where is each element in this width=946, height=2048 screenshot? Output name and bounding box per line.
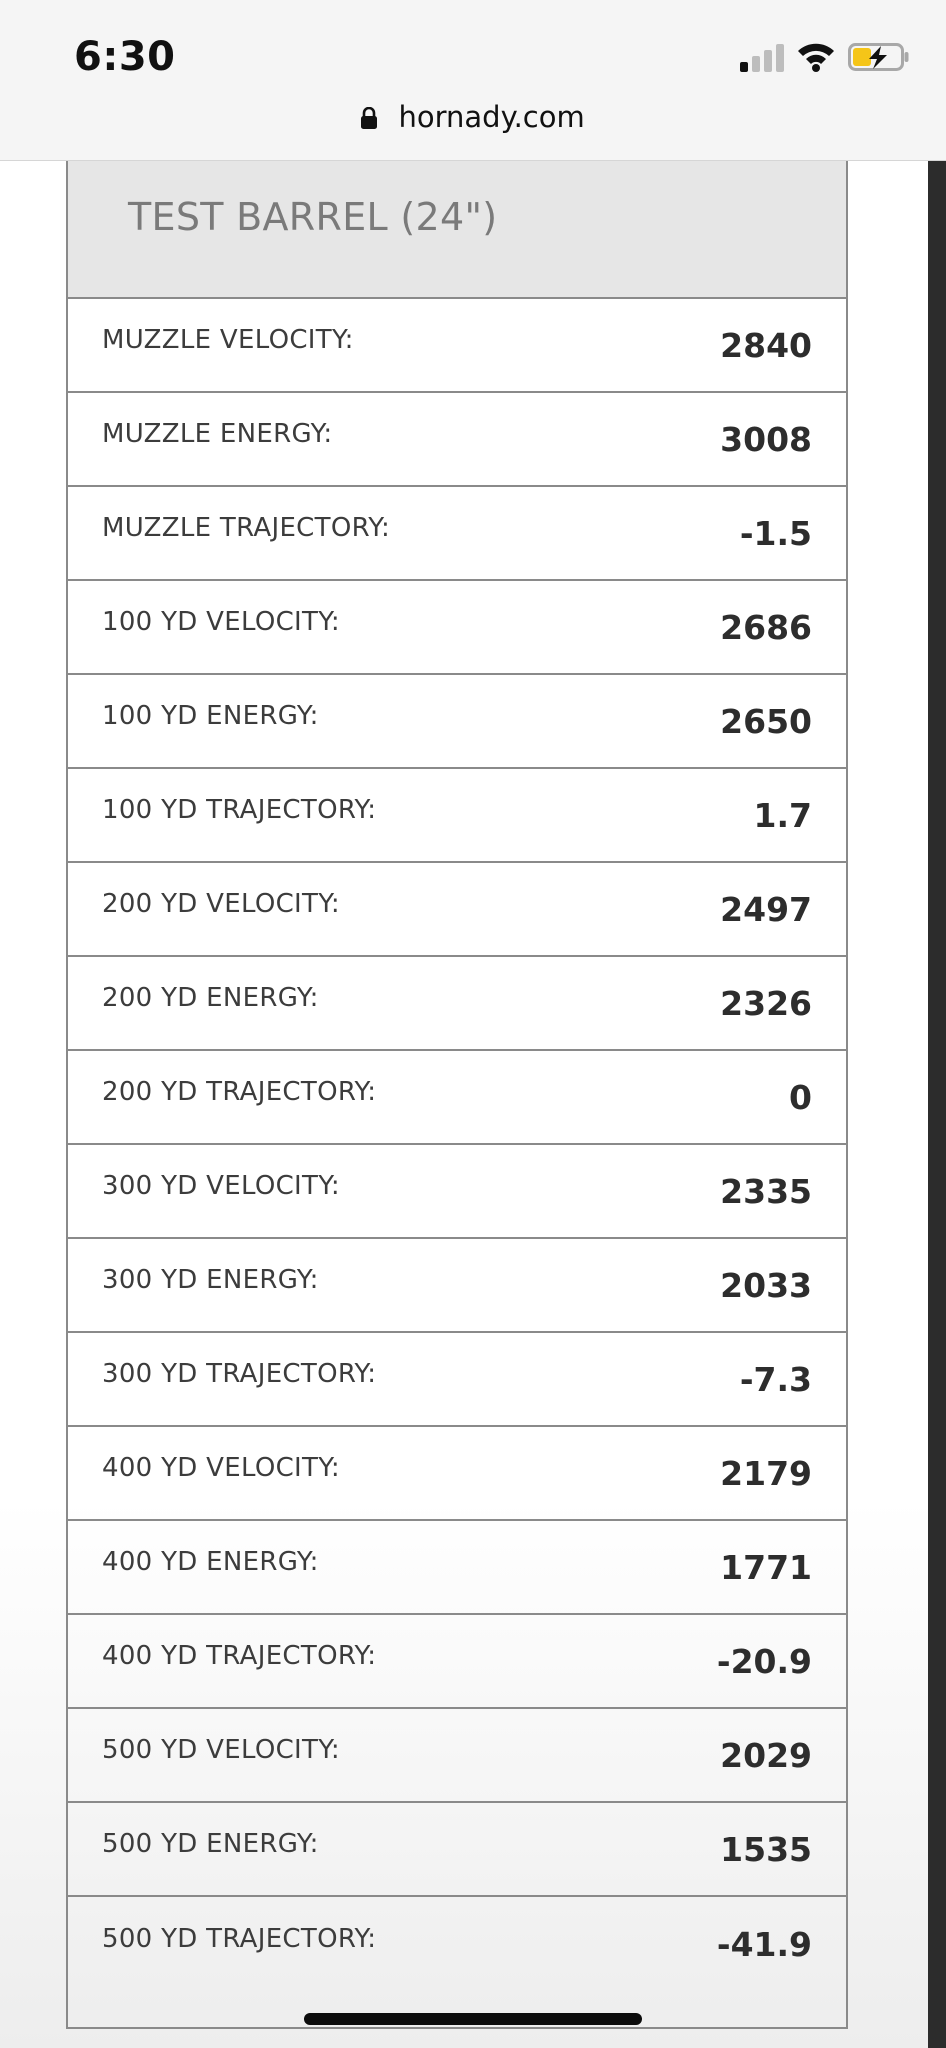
table-row	[68, 1615, 846, 1709]
row-label: MUZZLE TRAJECTORY:	[102, 513, 391, 543]
table-row	[68, 863, 846, 957]
table-row	[68, 393, 846, 487]
page-edge-shadow	[928, 161, 946, 2048]
table-row	[68, 1709, 846, 1803]
table-row	[68, 1239, 846, 1333]
row-label: MUZZLE ENERGY:	[102, 419, 333, 449]
table-row	[68, 1803, 846, 1897]
signal-icon	[740, 42, 786, 72]
row-label: 100 YD TRAJECTORY:	[102, 795, 377, 825]
table-header	[68, 161, 846, 299]
row-value: 2650	[720, 701, 812, 741]
row-label: MUZZLE VELOCITY:	[102, 325, 354, 355]
row-value: 2497	[720, 889, 812, 929]
row-value: 0	[789, 1077, 812, 1117]
battery-charging-icon	[848, 42, 910, 72]
table-row	[68, 1333, 846, 1427]
table-row	[68, 487, 846, 581]
row-value: -20.9	[716, 1641, 812, 1681]
ballistics-table	[66, 161, 848, 2029]
browser-status-bar	[0, 0, 946, 161]
table-row	[68, 299, 846, 393]
row-value: -1.5	[739, 513, 812, 553]
row-label: 400 YD TRAJECTORY:	[102, 1641, 377, 1671]
row-label: 500 YD TRAJECTORY:	[102, 1924, 377, 1954]
row-value: 2033	[720, 1265, 812, 1305]
row-value: 2029	[720, 1735, 812, 1775]
table-row	[68, 1521, 846, 1615]
row-value: 1771	[720, 1547, 812, 1587]
address-bar[interactable]	[0, 100, 946, 134]
table-row	[68, 1897, 846, 1991]
url-text: hornady.com	[398, 100, 585, 134]
status-time: 6:30	[74, 34, 176, 80]
row-label: 300 YD ENERGY:	[102, 1265, 319, 1295]
row-value: -7.3	[739, 1359, 812, 1399]
row-value: 1535	[720, 1829, 812, 1869]
row-label: 300 YD VELOCITY:	[102, 1171, 340, 1201]
row-label: 200 YD VELOCITY:	[102, 889, 340, 919]
table-row	[68, 1051, 846, 1145]
table-row	[68, 769, 846, 863]
row-label: 200 YD ENERGY:	[102, 983, 319, 1013]
row-value: -41.9	[716, 1924, 812, 1964]
row-value: 1.7	[753, 795, 812, 835]
wifi-icon	[796, 40, 836, 72]
table-title: TEST BARREL (24")	[128, 195, 498, 239]
row-value: 3008	[720, 419, 812, 459]
table-row	[68, 581, 846, 675]
row-value: 2686	[720, 607, 812, 647]
row-value: 2335	[720, 1171, 812, 1211]
row-label: 100 YD VELOCITY:	[102, 607, 340, 637]
row-label: 200 YD TRAJECTORY:	[102, 1077, 377, 1107]
home-indicator[interactable]	[304, 2013, 642, 2025]
table-row	[68, 675, 846, 769]
row-label: 300 YD TRAJECTORY:	[102, 1359, 377, 1389]
table-body	[68, 299, 846, 1991]
row-value: 2179	[720, 1453, 812, 1493]
table-row	[68, 1145, 846, 1239]
table-row	[68, 1427, 846, 1521]
row-label: 500 YD ENERGY:	[102, 1829, 319, 1859]
row-label: 100 YD ENERGY:	[102, 701, 319, 731]
lock-icon	[361, 107, 377, 129]
row-value: 2840	[720, 325, 812, 365]
row-label: 400 YD ENERGY:	[102, 1547, 319, 1577]
row-label: 500 YD VELOCITY:	[102, 1735, 340, 1765]
row-label: 400 YD VELOCITY:	[102, 1453, 340, 1483]
table-row	[68, 957, 846, 1051]
row-value: 2326	[720, 983, 812, 1023]
